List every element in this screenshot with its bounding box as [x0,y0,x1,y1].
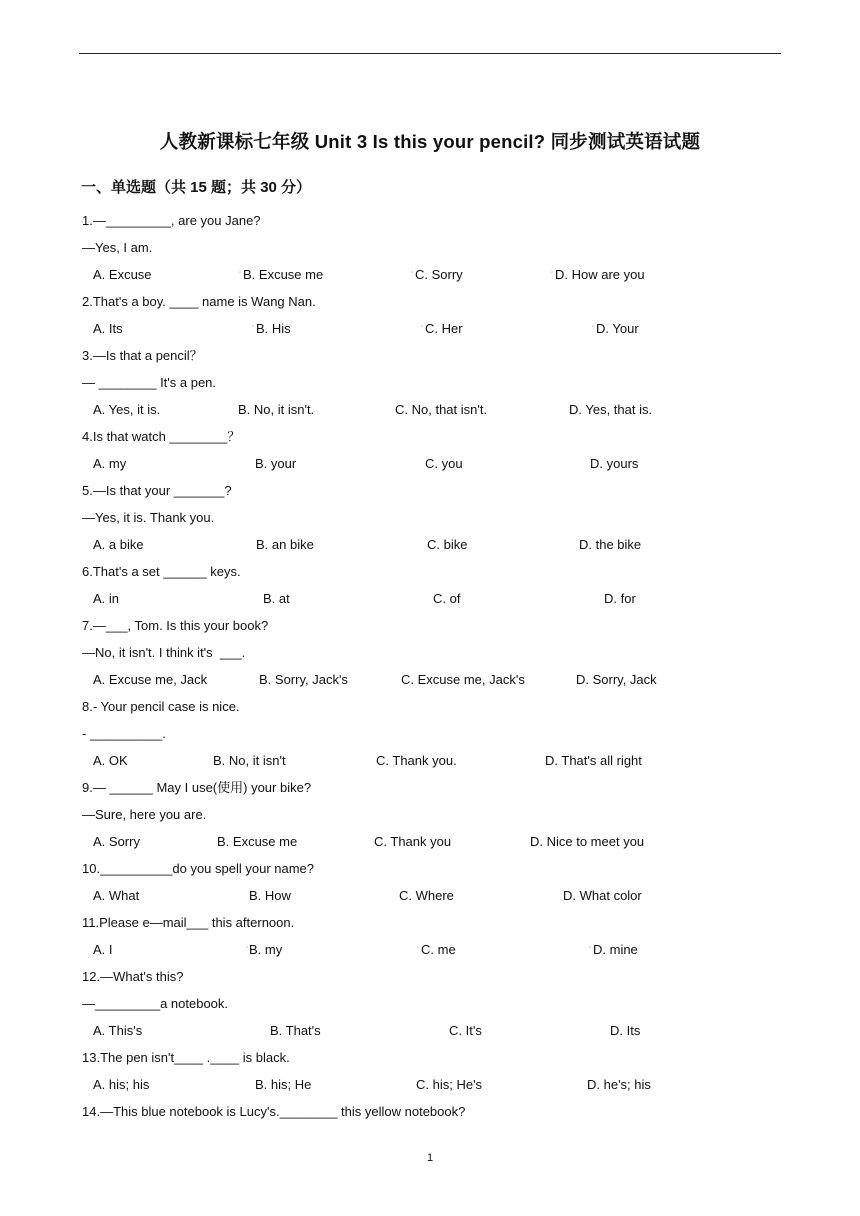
answer-option-d: D. mine [593,942,638,957]
answer-option-d: D. yours [590,456,639,471]
answer-option-d: D. he's; his [587,1077,651,1092]
question-line: — ________ It's a pen. [82,375,217,390]
page-title: 人教新课标七年级 Unit 3 Is this your pencil? 同步测试英语试题 [159,131,701,152]
question-stem: 2.That's a boy. ____ name is Wang Nan. [82,294,316,309]
option-marker-icon: ▫ [417,945,420,951]
question-stem: 7.—___, Tom. Is this your book? [82,618,269,633]
answer-option-c: C. of [433,591,461,606]
answer-option-c: C. me [421,942,456,957]
answer-option-c: C. No, that isn't. [395,402,488,417]
question-line: —Yes, I am. [82,240,153,255]
answer-option-d: D. How are you [555,267,645,282]
answer-option-a: A. OK [93,753,128,768]
answer-option-c: C. bike [427,537,468,552]
page-number: 1 [426,1152,434,1164]
answer-option-c: C. his; He's [416,1077,483,1092]
answer-option-a: A. Yes, it is. [93,402,161,417]
header-rule [79,53,781,54]
answer-option-b: B. Excuse me [243,267,324,282]
answer-option-d: D. the bike [579,537,642,552]
answer-option-d: D. Its [610,1023,641,1038]
answer-option-b: B. your [255,456,297,471]
option-marker-icon: ▫ [421,324,424,330]
option-marker-icon: ▫ [592,324,595,330]
question-stem: 1.—_________, are you Jane? [82,213,261,228]
question-stem: 4.Is that watch ________？ [82,429,241,444]
option-marker-icon: ▫ [551,270,554,276]
answer-option-c: C. Where [399,888,454,903]
question-stem: 5.—Is that your _______? [82,483,232,498]
answer-option-c: C. Her [425,321,463,336]
question-stem: 6.That's a set ______ keys. [82,564,241,579]
answer-option-a: A. Excuse [93,267,152,282]
answer-option-a: A. my [93,456,127,471]
question-stem: 9.— ______ May I use(使用) your bike? [82,780,312,795]
answer-option-b: B. No, it isn't. [238,402,315,417]
option-marker-icon: ▫ [246,945,249,951]
answer-option-d: D. That's all right [545,753,642,768]
answer-option-d: D. Your [596,321,639,336]
answer-option-a: A. This's [93,1023,143,1038]
answer-option-c: C. Thank you. [376,753,457,768]
answer-option-d: D. Sorry, Jack [576,672,657,687]
answer-option-a: A. his; his [93,1077,150,1092]
answer-option-a: A. I [93,942,113,957]
section-heading: 一、单选题（共 15 题；共 30 分） [81,179,312,196]
answer-option-d: D. Nice to meet you [530,834,645,849]
question-stem: 12.—What's this? [82,969,184,984]
question-stem: 3.—Is that a pencil？ [82,348,203,363]
answer-option-b: B. His [256,321,291,336]
question-stem: 8.- Your pencil case is nice. [82,699,240,714]
question-line: —No, it isn't. I think it's ___. [82,645,246,660]
answer-option-d: D. for [604,591,636,606]
answer-option-c: C. It's [449,1023,482,1038]
question-line: - __________. [82,726,166,741]
question-stem: 14.—This blue notebook is Lucy's.________ this yellow notebook? [82,1104,466,1119]
answer-option-a: A. a bike [93,537,144,552]
answer-option-b: B. Sorry, Jack's [259,672,348,687]
answer-option-c: C. Thank you [374,834,452,849]
option-marker-icon: ▫ [411,270,414,276]
answer-option-b: B. Excuse me [217,834,298,849]
answer-option-d: D. Yes, that is. [569,402,653,417]
answer-option-b: B. an bike [256,537,314,552]
answer-option-c: C. you [425,456,463,471]
answer-option-a: A. Excuse me, Jack [93,672,208,687]
answer-option-b: B. That's [270,1023,321,1038]
answer-option-d: D. What color [563,888,642,903]
option-marker-icon: ▫ [239,270,242,276]
question-line: —Sure, here you are. [82,807,207,822]
question-line: —Yes, it is. Thank you. [82,510,215,525]
answer-option-b: B. No, it isn't [213,753,286,768]
answer-option-a: A. Sorry [93,834,140,849]
answer-option-b: B. at [263,591,290,606]
question-stem: 11.Please e—mail___ this afternoon. [82,915,295,930]
question-line: —_________a notebook. [82,996,229,1011]
answer-option-b: B. my [249,942,283,957]
option-marker-icon: ▫ [589,945,592,951]
answer-option-a: A. Its [93,321,123,336]
answer-option-a: A. in [93,591,120,606]
option-marker-icon: ▫ [252,324,255,330]
answer-option-c: C. Sorry [415,267,463,282]
question-stem: 13.The pen isn't____ .____ is black. [82,1050,290,1065]
question-stem: 10.__________do you spell your name? [82,861,315,876]
answer-option-a: A. What [93,888,140,903]
answer-option-c: C. Excuse me, Jack's [401,672,525,687]
answer-option-b: B. How [249,888,291,903]
answer-option-b: B. his; He [255,1077,312,1092]
